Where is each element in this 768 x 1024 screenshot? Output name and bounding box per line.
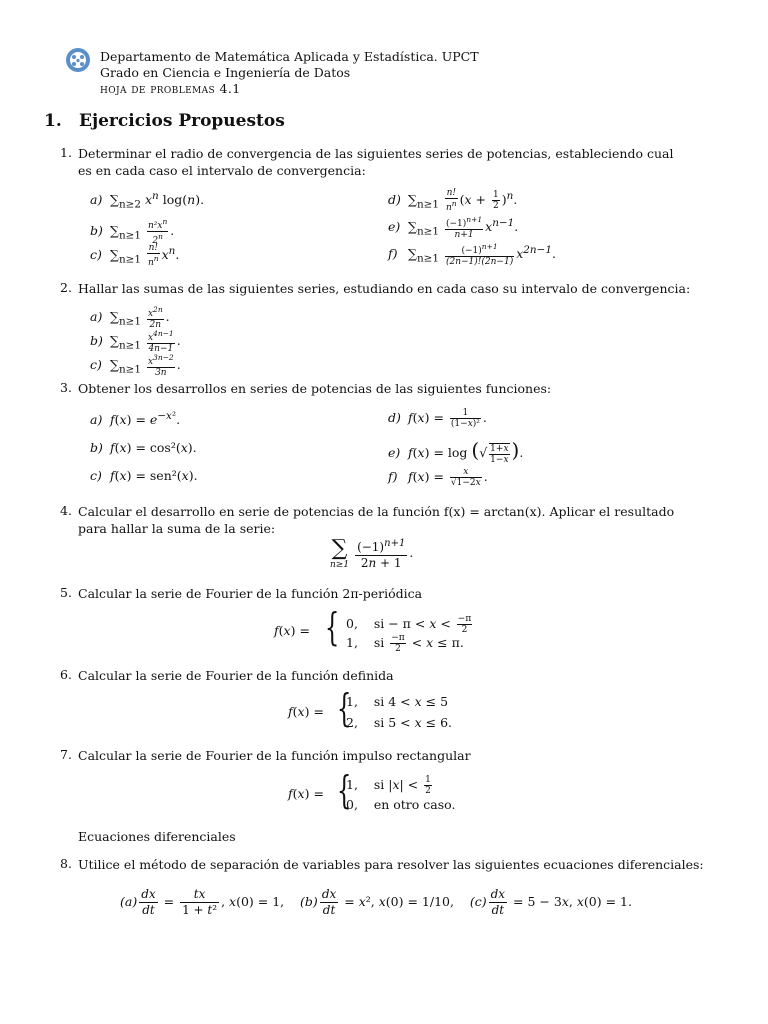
problem-2-item-b: b) $\sum_{n\ge 1}$ $\frac{x^{4n-1}}{4n-1}$ . bbox=[90, 329, 181, 354]
problem-7-text: Calcular la serie de Fourier de la función impulso rectangular bbox=[78, 748, 471, 763]
problem-1-item-c: c) $\sum_{n\ge 1}$ $\frac{n!}{n^n}$ $x^n$. bbox=[90, 243, 180, 268]
problem-3-item-a: a) $f(x) = e^{-x^2}$. bbox=[90, 410, 181, 428]
problem-3-item-f: f) f(x) = $\frac{x}{√1-2x}$ . bbox=[388, 467, 488, 488]
problem-5-text: Calcular la serie de Fourier de la función 2π-periódica bbox=[78, 586, 423, 601]
university-logo-icon bbox=[65, 47, 91, 73]
problem-6-text: Calcular la serie de Fourier de la función definida bbox=[78, 668, 394, 683]
problem-1-number: 1. bbox=[60, 145, 72, 160]
section-title-text: Ejercicios Propuestos bbox=[79, 111, 285, 131]
header-department: Departamento de Matemática Aplicada y Estadística. UPCT bbox=[100, 49, 479, 64]
problem-2-text: Hallar las sumas de las siguientes series, estudiando en cada caso su intervalo de convergencia: bbox=[78, 281, 691, 296]
problem-1-item-f: f) $\sum_{n\ge 1}$ $\frac{(-1)^{n+1}}{(2n-1)!(2n-1)}$ $x^{2n-1}$. bbox=[388, 242, 556, 267]
problem-7-case-1: 1, si |x| < $\frac{1}{2}$ bbox=[346, 775, 431, 796]
header-degree: Grado en Ciencia e Ingeniería de Datos bbox=[100, 65, 351, 80]
problem-3-item-e: e) f(x) = log (√ $\frac{1+x}{1-x}$ ). bbox=[388, 438, 524, 465]
problem-8-eq-a: (a) $\frac{dx}{dt}$ = $\frac{tx}{\text{1 + t²}}$ , x(0) = 1, bbox=[120, 887, 285, 917]
problem-3-item-c: c) f(x) = sen²(x). bbox=[90, 468, 198, 483]
problem-3-item-b: b) f(x) = cos²(x). bbox=[90, 440, 197, 455]
problem-5-case-1: 0, si − π < x < $\frac{-\pi}{2}$ bbox=[346, 614, 472, 635]
subheading-ecuaciones: Ecuaciones diferenciales bbox=[78, 829, 236, 844]
problem-6-function-lhs: f(x) = bbox=[288, 704, 324, 719]
problem-6-case-1: 1, si 4 < x ≤ 5 bbox=[346, 694, 449, 709]
problem-2-item-c: c) $\sum_{n\ge 1}$ $\frac{x^{3n-2}}{3n}$ . bbox=[90, 353, 181, 378]
problem-5-function-lhs: f(x) = bbox=[274, 623, 310, 638]
problem-3-number: 3. bbox=[60, 380, 72, 395]
problem-2-number: 2. bbox=[60, 280, 72, 295]
problem-7-function-lhs: f(x) = bbox=[288, 786, 324, 801]
problem-2-item-a: a) $\sum_{n\ge 1}$ $\frac{x^{2n}}{2n}$ . bbox=[90, 305, 170, 330]
problem-8-eq-c: (c) $\frac{dx}{dt}$ = 5 − 3x, x(0) = 1. bbox=[469, 887, 632, 917]
section-number: 1. bbox=[44, 111, 62, 131]
problem-5-case-2: 1, si $\frac{-\pi}{2}$ < x ≤ π. bbox=[346, 633, 464, 654]
problem-1-item-a: a) $\sum_{n\ge 2}$ $x^n$ log(n). bbox=[90, 190, 205, 211]
problem-1-text: Determinar el radio de convergencia de las siguientes series de potencias, estableciendo cual es en cada caso el intervalo de convergencia: bbox=[78, 146, 674, 178]
problem-7-number: 7. bbox=[60, 747, 72, 762]
problem-8-text: Utilice el método de separación de variables para resolver las siguientes ecuaciones diferenciales: bbox=[78, 857, 704, 872]
problem-6-number: 6. bbox=[60, 667, 72, 682]
problem-8-number: 8. bbox=[60, 856, 72, 871]
problem-5-number: 5. bbox=[60, 585, 72, 600]
problem-1-item-b: b) $\sum_{n\ge 1}$ $\frac{n^2x^n}{2^n}$ . bbox=[90, 217, 175, 246]
problem-6-case-2: 2, si 5 < x ≤ 6. bbox=[346, 715, 453, 730]
section-title bbox=[44, 111, 285, 131]
problem-7-brace: { bbox=[336, 768, 352, 812]
problem-1-item-e: e) $\sum_{n\ge 1}$ $\frac{(-1)^{n+1}}{n+1}$ $x^{n-1}$. bbox=[388, 215, 519, 240]
problem-1-item-d: d) $\sum_{n\ge 1}$ $\frac{n!}{n^n}$ (x + $\frac{1}{2}$ )$^n$. bbox=[388, 188, 518, 213]
problem-8-eq-b: (b) $\frac{dx}{dt}$ = x², x(0) = 1/10, bbox=[300, 887, 454, 917]
problem-7-case-2: 0, en otro caso. bbox=[346, 797, 456, 812]
problem-6-brace: { bbox=[336, 686, 352, 730]
problem-4-number: 4. bbox=[60, 503, 72, 518]
problem-3-item-d: d) f(x) = $\frac{1}{\text{(1−x)²}}$ . bbox=[388, 408, 487, 429]
problem-8-equations bbox=[120, 887, 632, 918]
problem-4-series: ∑ n≥1 $\frac{(-1)^{n+1}}{2n + 1}$ . bbox=[330, 535, 414, 570]
header-sheet-title: hoja de problemas 4.1 bbox=[100, 81, 241, 96]
problem-3-text: Obtener los desarrollos en series de potencias de las siguientes funciones: bbox=[78, 381, 552, 396]
problem-4-text: Calcular el desarrollo en serie de potencias de la función f(x) = arctan(x). Aplicar el resultado para hallar la suma de la serie: bbox=[78, 504, 675, 536]
problem-5-brace: { bbox=[324, 605, 340, 649]
